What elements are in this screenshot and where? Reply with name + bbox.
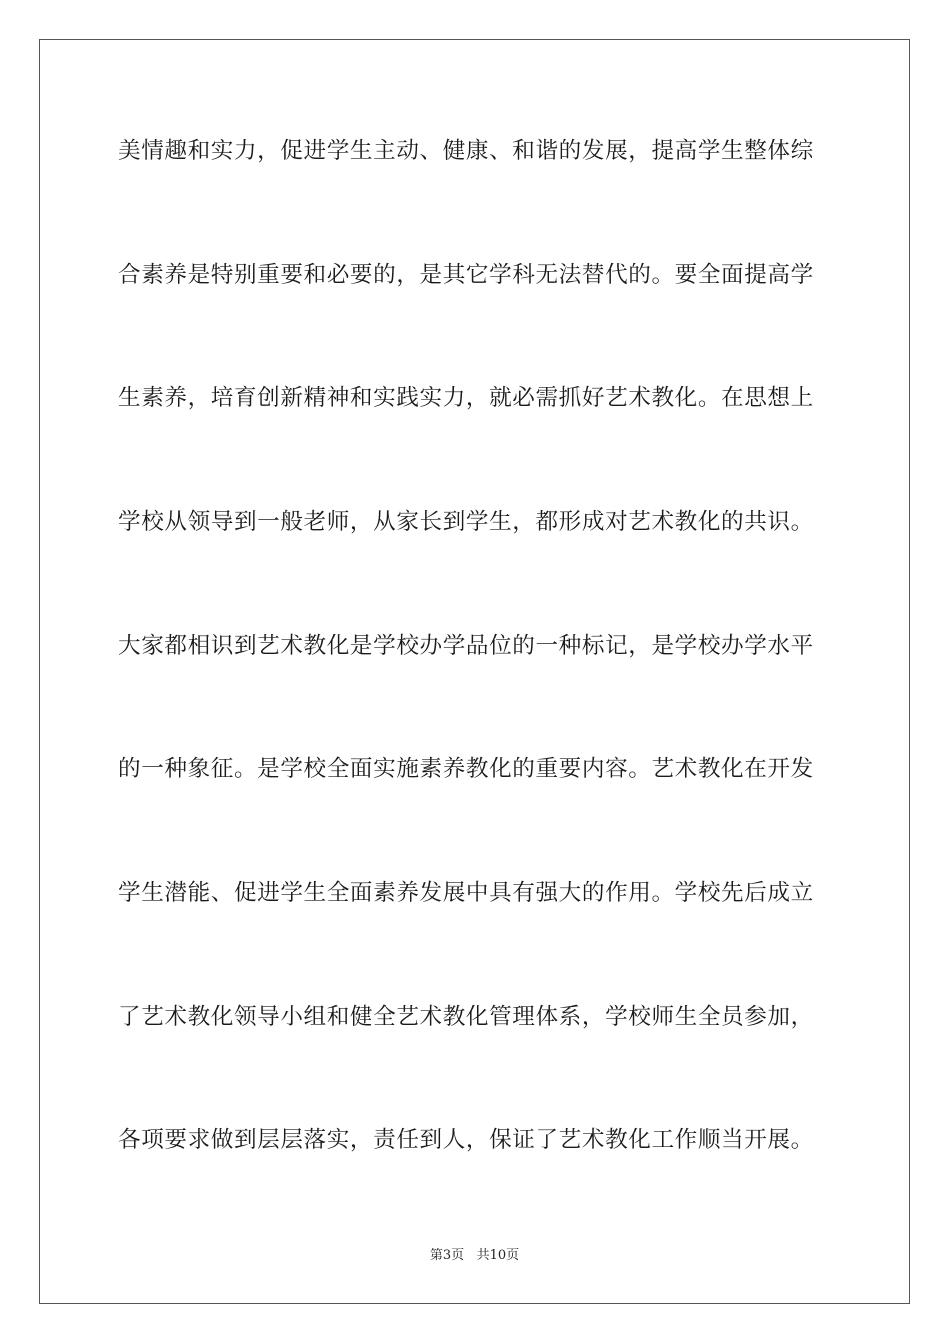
current-page-label: 第3页 <box>429 1248 465 1263</box>
paragraph-line: 美情趣和实力，促进学生主动、健康、和谐的发展，提高学生整体综 <box>118 138 814 164</box>
paragraph-line: 生素养，培育创新精神和实践实力，就必需抓好艺术教化。在思想上 <box>118 385 814 411</box>
paragraph-line: 大家都相识到艺术教化是学校办学品位的一种标记，是学校办学水平 <box>118 633 814 659</box>
page-frame <box>39 39 910 1304</box>
paragraph-line: 了艺术教化领导小组和健全艺术教化管理体系，学校师生全员参加， <box>118 1004 814 1030</box>
paragraph-line: 的一种象征。是学校全面实施素养教化的重要内容。艺术教化在开发 <box>118 756 814 782</box>
page-number <box>40 1248 909 1264</box>
paragraph-line: 合素养是特别重要和必要的，是其它学科无法替代的。要全面提高学 <box>118 262 814 288</box>
paragraph-line: 学校从领导到一般老师，从家长到学生，都形成对艺术教化的共识。 <box>118 509 814 535</box>
paragraph-line: 各项要求做到层层落实，责任到人，保证了艺术教化工作顺当开展。 <box>118 1127 814 1153</box>
total-pages-label: 共10页 <box>476 1248 520 1263</box>
paragraph-line: 学生潜能、促进学生全面素养发展中具有强大的作用。学校先后成立 <box>118 880 814 906</box>
